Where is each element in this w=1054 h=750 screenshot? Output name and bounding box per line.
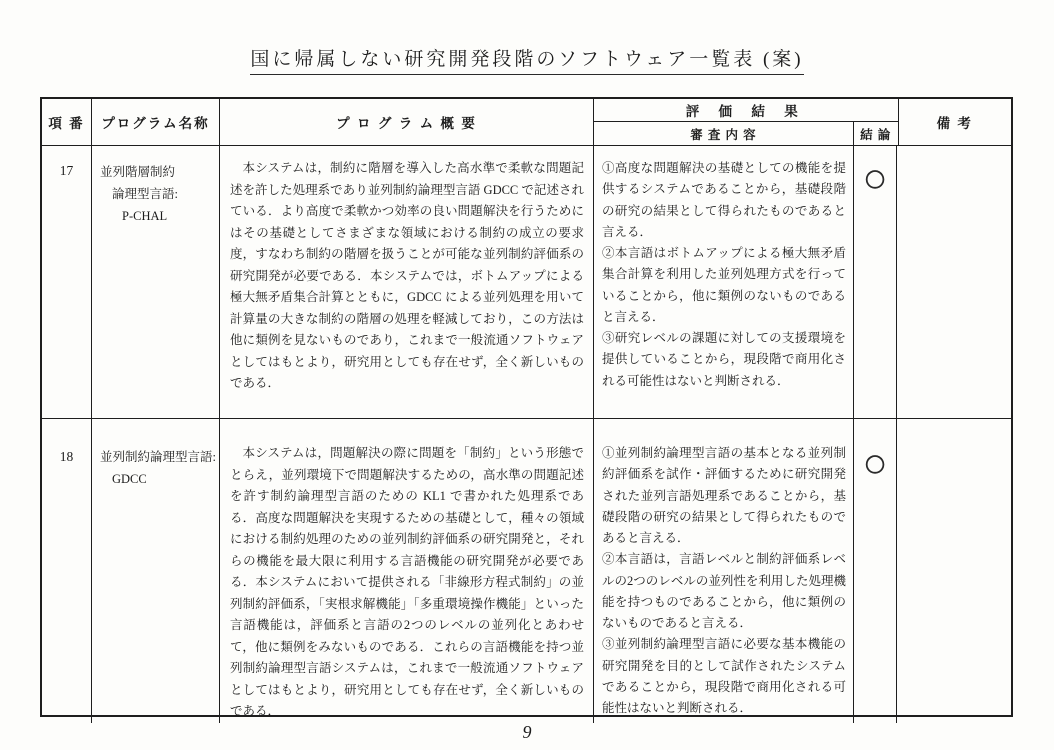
header-item-no: 項 番 [42, 99, 92, 145]
row17-name-line2: 論理型言語: [112, 186, 178, 201]
header-program-overview: プ ロ グ ラ ム 概 要 [220, 99, 594, 145]
row18-program-overview [220, 419, 594, 723]
page-number: 9 [522, 722, 532, 742]
row18-review-item-2: ②本言語は，言語レベルと制約評価系レベルの2つのレベルの並列性を利用した処理機能を持つものであることから，他に類例のないものであると言える． [602, 552, 846, 630]
row17-item-no: 17 [42, 146, 92, 418]
row17-program-overview [220, 146, 594, 418]
header-review-content: 審 査 内 容 [594, 122, 854, 145]
row18-name-line1: 並列制約論理型言語: [100, 450, 216, 464]
header-program-name: プログラム名称 [92, 99, 220, 145]
row18-review-content [594, 419, 854, 723]
row17-name-line1: 並列階層制約 [100, 165, 176, 179]
table-row-17 [42, 146, 1011, 419]
row17-conclusion [854, 146, 897, 418]
row17-review-item-1: ①高度な問題解決の基礎としての機能を提供するシステムであることから，基礎段階の研究の結果として得られたものであると言える． [602, 161, 846, 239]
row18-conclusion-circle-mark: ○ [862, 441, 888, 487]
header-evaluation-result: 評 価 結 果 [594, 99, 898, 122]
row17-conclusion-circle-mark: ○ [862, 156, 888, 202]
row18-review-item-1: ①並列制約論理型言語の基本となる並列制約評価系を試作・評価するために研究開発された並列言語処理系であることから，基礎段階の研究の結果として得られたものであると言える． [602, 446, 846, 545]
header-evaluation-subrow [594, 122, 898, 145]
row17-name-line3: P-CHAL [122, 208, 168, 223]
row18-review-item-3: ③並列制約論理型言語に必要な基本機能の研究開発を目的として試作されたシステムであることから，現段階で商用化される可能性はないと判断される． [602, 637, 846, 715]
row18-conclusion [854, 419, 897, 723]
header-evaluation-group [594, 99, 899, 145]
row18-program-name [92, 419, 220, 723]
row18-item-no: 18 [42, 419, 92, 723]
document-title-text: 国に帰属しない研究開発段階のソフトウェア一覧表 (案) [250, 44, 803, 75]
table-row-18 [42, 419, 1011, 723]
row18-overview-text: 本システムは，問題解決の際に問題を「制約」という形態でとらえ，並列環境下で問題解決するための，高水準の問題記述を許す制約論理型言語のための KL1 で書かれた処理系である．高度な問題解決を実現するための基礎として，種々の領域における制約処理のための並列制約評価系の研究開発と，それらの機能を最大限に利用する言語機能の研究開発が必要である．本システムにおいて提供される「非線形方程式制約」の並列制約評価系，「実根求解機能」「多重環境操作機能」といった言語機能は，評価系と言語の2つのレベルの並列化とあわせて，他に類例をみないものである．これらの言語機能を持つ並列制約論理型言語システムは，これまで一般流通ソフトウェアとしてはもとより，研究用としても存在せず，全く新しいものである． [230, 446, 584, 718]
row17-remarks [897, 146, 1011, 418]
header-conclusion: 結 論 [860, 127, 892, 142]
row17-program-name [92, 146, 220, 418]
row18-remarks [897, 419, 1011, 723]
header-remarks: 備 考 [936, 116, 973, 131]
table-header-row [42, 99, 1011, 146]
row17-overview-text: 本システムは，制約に階層を導入した高水準で柔軟な問題記述を許した処理系であり並列制約論理型言語 GDCC で記述されている．より高度で柔軟かつ効率の良い問題解決を行うためにはその基礎としてさまざまな領域における制約の成立の要求度，すなわち制約の階層を扱うことが可能な並列制約評価系の研究開発が必要である．本システムでは，ボトムアップによる極大無矛盾集合計算とともに，GDCC による並列処理を用いて計算量の大きな制約の階層の処理を軽減しており，この方法は他に類例を見ないものであり，これまで一般流通ソフトウェアとしてはもとより，研究用としても存在せず，全く新しいものである． [230, 161, 584, 390]
row17-review-content [594, 146, 854, 418]
row17-review-item-2: ②本言語はボトムアップによる極大無矛盾集合計算を利用した並列処理方式を行っていることから，他に類例のないものであると言える． [602, 246, 846, 324]
row17-review-item-3: ③研究レベルの課題に対しての支援環境を提供していることから，現段階で商用化される可能性はないと判断される． [602, 331, 846, 388]
software-list-table [40, 97, 1013, 717]
row18-name-line2: GDCC [112, 471, 147, 486]
document-title [0, 44, 1054, 75]
